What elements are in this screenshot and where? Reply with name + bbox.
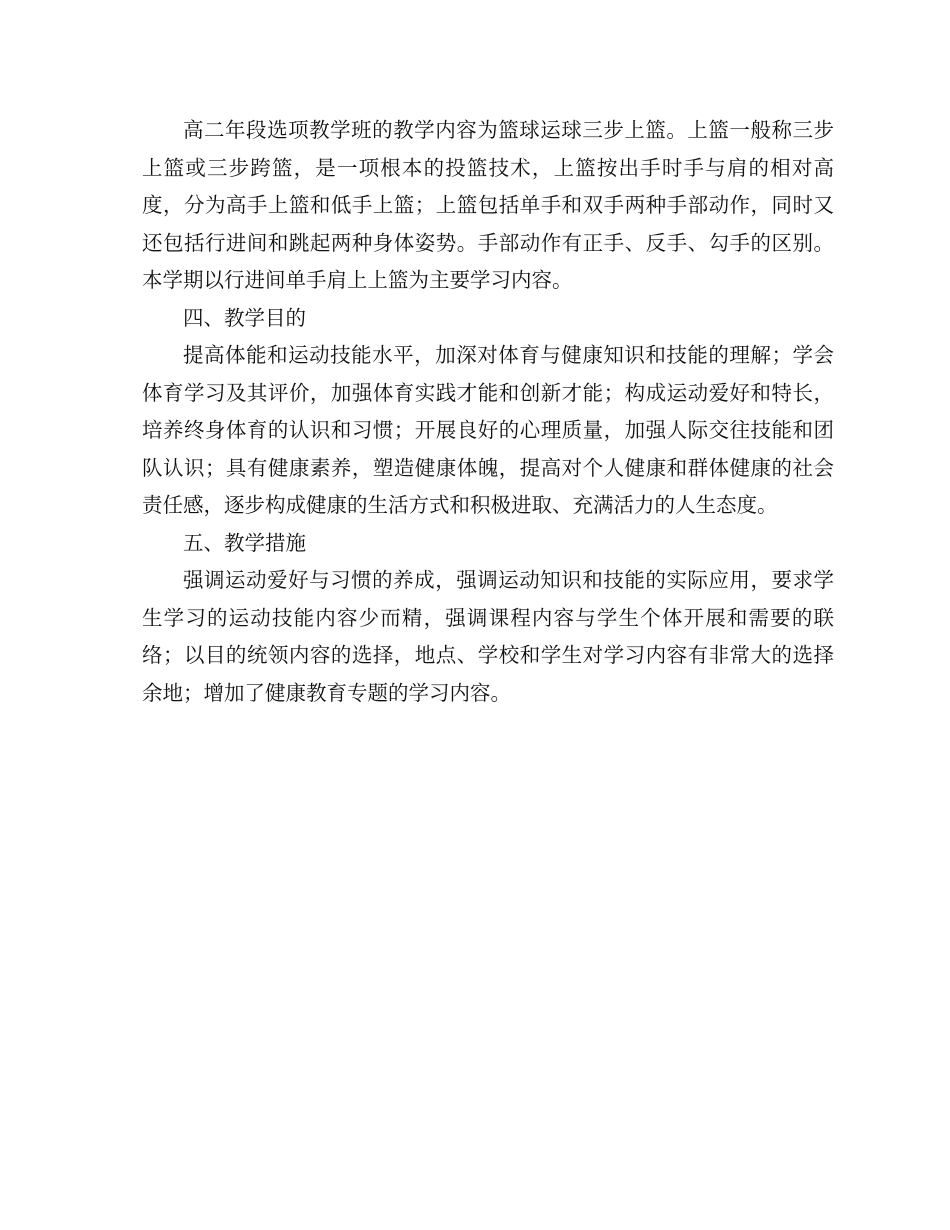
- paragraph-course-content: 高二年段选项教学班的教学内容为篮球运球三步上篮。上篮一般称三步上篮或三步跨篮，是一项根本的投篮技术，上篮按出手时手与肩的相对高度，分为高手上篮和低手上篮；上篮包括单手和双手两种手部动作，同时又还包括行进间和跳起两种身体姿势。手部动作有正手、反手、勾手的区别。本学期以行进间单手肩上上篮为主要学习内容。: [142, 118, 834, 292]
- document-body: [142, 112, 834, 712]
- paragraph-teaching-goals: 提高体能和运动技能水平，加深对体育与健康知识和技能的理解；学会体育学习及其评价，加强体育实践才能和创新才能；构成运动爱好和特长，培养终身体育的认识和习惯；开展良好的心理质量，加强人际交往技能和团队认识；具有健康素养，塑造健康体魄，提高对个人健康和群体健康的社会责任感，逐步构成健康的生活方式和积极进取、充满活力的人生态度。: [142, 343, 834, 517]
- paragraph-teaching-measures: 强调运动爱好与习惯的养成，强调运动知识和技能的实际应用，要求学生学习的运动技能内容少而精，强调课程内容与学生个体开展和需要的联络；以目的统领内容的选择，地点、学校和学生对学习内容有非常大的选择余地；增加了健康教育专题的学习内容。: [142, 568, 834, 705]
- section-heading-teaching-measures: 五、教学措施: [183, 530, 306, 555]
- section-heading-teaching-goals: 四、教学目的: [183, 305, 306, 330]
